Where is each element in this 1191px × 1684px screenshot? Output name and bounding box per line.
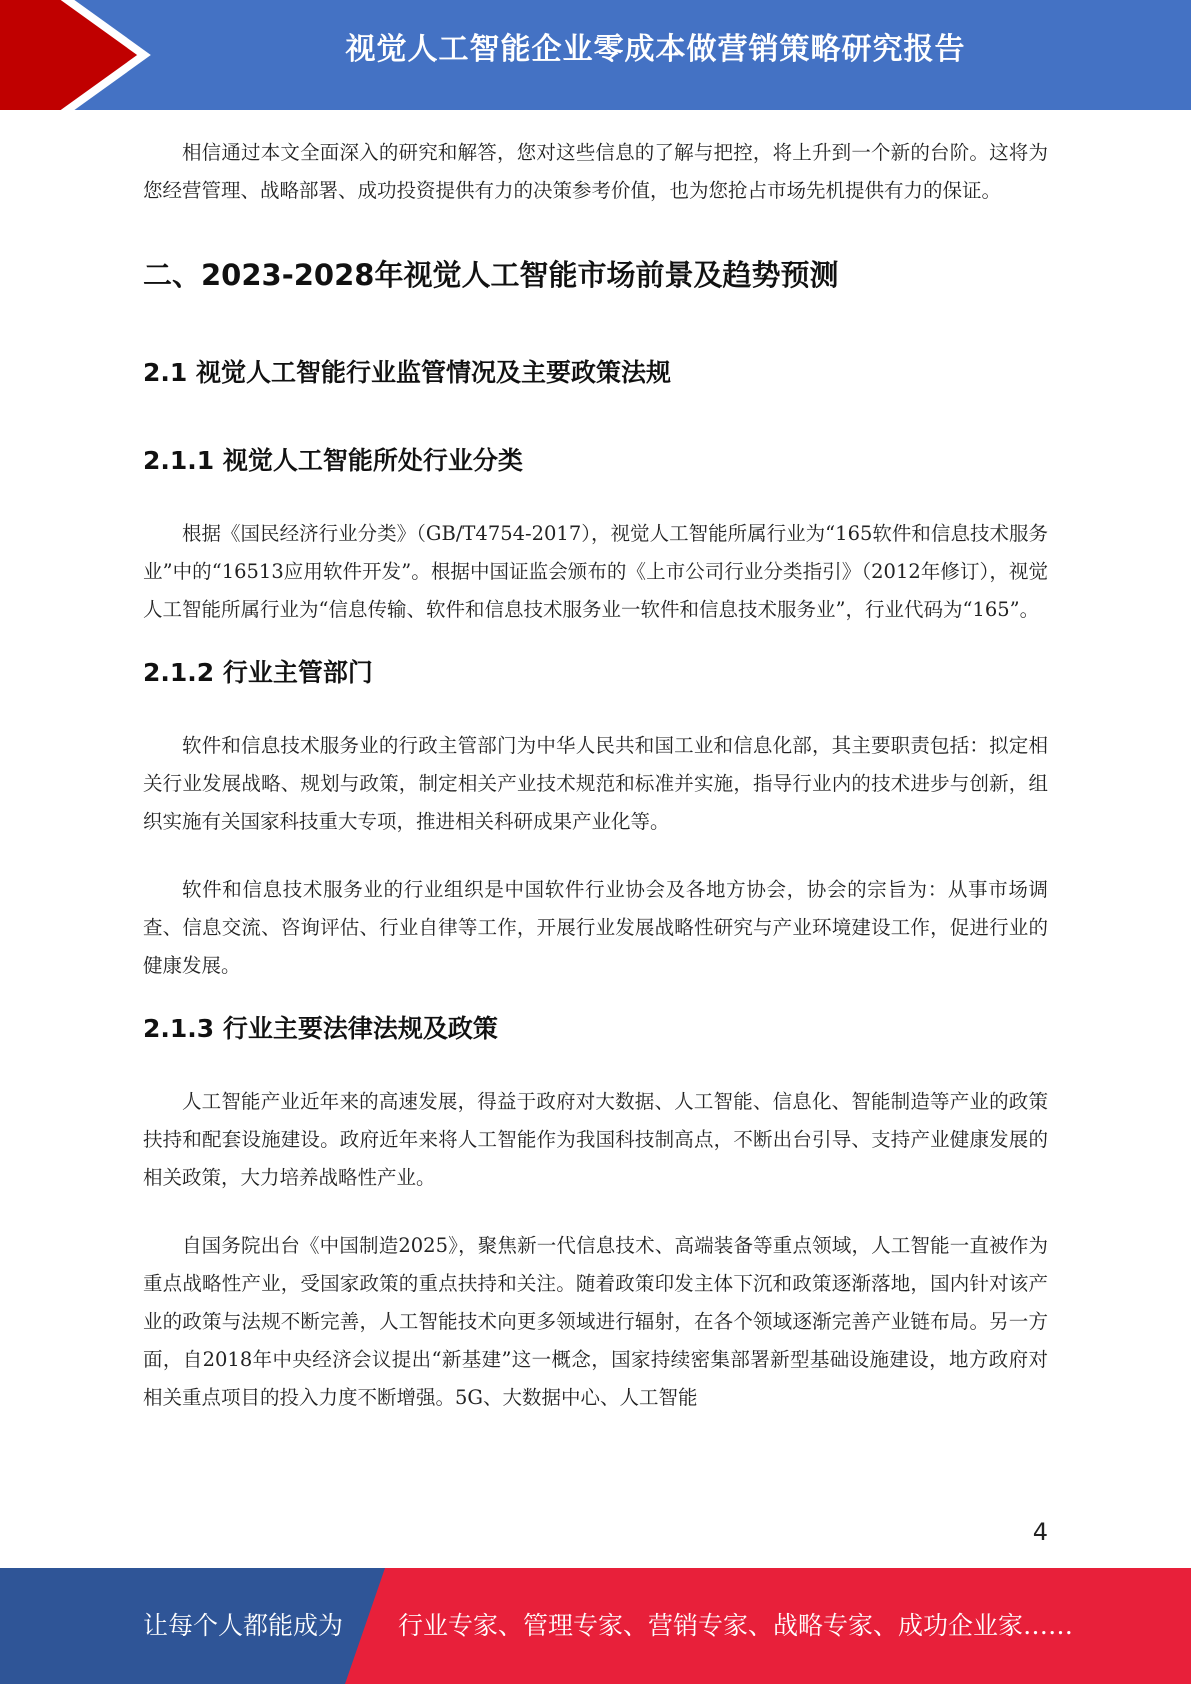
section-2-1-1-heading: 2.1.1 视觉人工智能所处行业分类: [143, 446, 523, 475]
page-footer: [0, 1568, 1191, 1684]
section-2-1-2-heading: 2.1.2 行业主管部门: [143, 658, 373, 687]
page-header: [0, 0, 1191, 110]
page-number: 4: [1032, 1518, 1048, 1546]
report-title: 视觉人工智能企业零成本做营销策略研究报告: [345, 32, 966, 67]
section-2-1-2-paragraph-1: 软件和信息技术服务业的行政主管部门为中华人民共和国工业和信息化部，其主要职责包括：拟定相关行业发展战略、规划与政策，制定相关产业技术规范和标准并实施，指导行业内的技术进步与创新，组织实施有关国家科技重大专项，推进相关科研成果产业化等。: [143, 734, 1048, 833]
document-body: [143, 130, 1048, 1417]
section-2-1-3-paragraph-1: 人工智能产业近年来的高速发展，得益于政府对大数据、人工智能、信息化、智能制造等产业的政策扶持和配套设施建设。政府近年来将人工智能作为我国科技制高点，不断出台引导、支持产业健康发展的相关政策，大力培养战略性产业。: [143, 1090, 1048, 1189]
section-2-1-2-paragraph-2: 软件和信息技术服务业的行业组织是中国软件行业协会及各地方协会，协会的宗旨为：从事市场调查、信息交流、咨询评估、行业自律等工作，开展行业发展战略性研究与产业环境建设工作，促进行业的健康发展。: [143, 878, 1048, 977]
section-2-1-heading: 2.1 视觉人工智能行业监管情况及主要政策法规: [143, 358, 671, 387]
footer-slogan-left: 让每个人都能成为: [143, 1611, 344, 1640]
intro-paragraph: 相信通过本文全面深入的研究和解答，您对这些信息的了解与把控，将上升到一个新的台阶。这将为您经营管理、战略部署、成功投资提供有力的决策参考价值，也为您抢占市场先机提供有力的保证。: [143, 141, 1048, 202]
section-2-1-1-paragraph: 根据《国民经济行业分类》（GB/T4754-2017），视觉人工智能所属行业为“165软件和信息技术服务业”中的“16513应用软件开发”。根据中国证监会颁布的《上市公司行业分类指引》（2012年修订），视觉人工智能所属行业为“信息传输、软件和信息技术服务业一软件和信息技术服务业”，行业代码为“165”。: [143, 522, 1048, 621]
section-2-1-3-paragraph-2: 自国务院出台《中国制造2025》，聚焦新一代信息技术、高端装备等重点领域，人工智能一直被作为重点战略性产业，受国家政策的重点扶持和关注。随着政策印发主体下沉和政策逐渐落地，国内针对该产业的政策与法规不断完善，人工智能技术向更多领域进行辐射，在各个领域逐渐完善产业链布局。另一方面，自2018年中央经济会议提出“新基建”这一概念，国家持续密集部署新型基础设施建设，地方政府对相关重点项目的投入力度不断增强。5G、大数据中心、人工智能: [143, 1234, 1048, 1409]
section-2-1-3-heading: 2.1.3 行业主要法律法规及政策: [143, 1014, 498, 1043]
section-2-heading: 二、2023-2028年视觉人工智能市场前景及趋势预测: [143, 258, 839, 292]
footer-slogan-right: 行业专家、管理专家、营销专家、战略专家、成功企业家……: [398, 1611, 1074, 1640]
